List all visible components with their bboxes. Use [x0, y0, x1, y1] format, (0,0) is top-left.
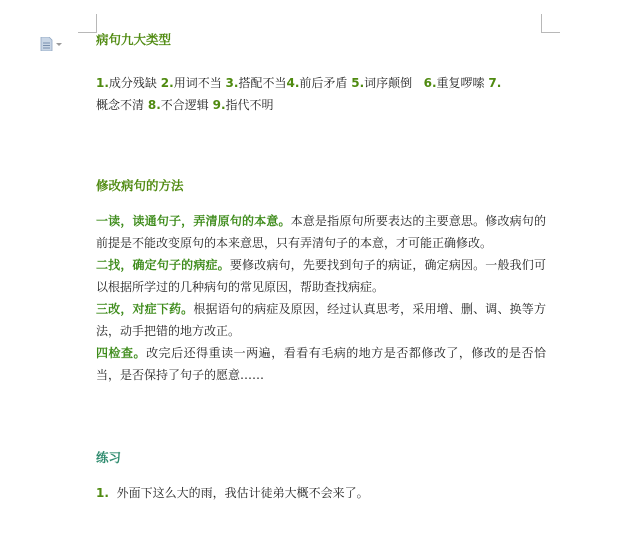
- type-text: 搭配不当: [238, 76, 287, 90]
- type-num: 1.: [96, 76, 109, 90]
- method-lead: 三改，对症下药。: [96, 302, 194, 316]
- method-lead: 二找，确定句子的病症。: [96, 258, 230, 272]
- method-text: 本意是指原句所要表达的主要意思。修改病句的前提是不能改变原句的本来意思，只有弄清句子的本意，才可能正确修改。: [96, 214, 546, 250]
- types-list: [96, 72, 546, 116]
- method-text: 改完后还得重读一两遍，看看有毛病的地方是否都修改了，修改的是否恰当，是否保持了句子的愿意……: [96, 346, 546, 382]
- method-lead: 四检查。: [96, 346, 147, 360]
- title-sick-sentence-types: 病句九大类型: [96, 32, 172, 47]
- type-text: 词序颠倒: [364, 76, 413, 90]
- type-text: 用词不当: [173, 76, 222, 90]
- method-text: 根据语句的病症及原因，经过认真思考，采用增、删、调、换等方法，动手把错的地方改正。: [96, 302, 546, 338]
- type-num: 3.: [225, 76, 239, 90]
- method-paragraph: [96, 342, 546, 386]
- type-num: 9.: [212, 98, 226, 112]
- type-text: 重复啰嗦: [436, 76, 485, 90]
- document-icon[interactable]: [40, 36, 64, 50]
- method-lead: 一读，读通句子，弄清原句的本意。: [96, 214, 291, 228]
- type-text: 前后矛盾: [299, 76, 348, 90]
- type-num: 7.: [488, 76, 502, 90]
- exercise-heading: 练习: [96, 450, 122, 465]
- method-paragraph: [96, 210, 546, 254]
- document-body: [96, 30, 546, 504]
- exercise-item: [96, 482, 546, 504]
- type-text: 不合逻辑: [160, 98, 209, 112]
- page-margin-corner-top-left: [78, 14, 97, 33]
- type-text: 成分残缺: [108, 76, 157, 90]
- type-num: 6.: [423, 76, 437, 90]
- type-num: 4.: [286, 76, 300, 90]
- type-num: 8.: [147, 98, 161, 112]
- method-text: 要修改病句，先要找到句子的病证，确定病因。一般我们可以根据所学过的几种病句的常见原因，帮助查找病症。: [96, 258, 546, 294]
- method-paragraph: [96, 298, 546, 342]
- methods-heading: 修改病句的方法: [96, 178, 184, 193]
- methods-section: [96, 210, 546, 386]
- type-text: 指代不明: [225, 98, 274, 112]
- type-text: 概念不清: [96, 98, 145, 112]
- exercise-num: 1.: [96, 486, 109, 500]
- exercise-text: 外面下这么大的雨，我估计徒弟大概不会来了。: [116, 486, 369, 500]
- type-num: 5.: [351, 76, 365, 90]
- method-paragraph: [96, 254, 546, 298]
- type-num: 2.: [160, 76, 174, 90]
